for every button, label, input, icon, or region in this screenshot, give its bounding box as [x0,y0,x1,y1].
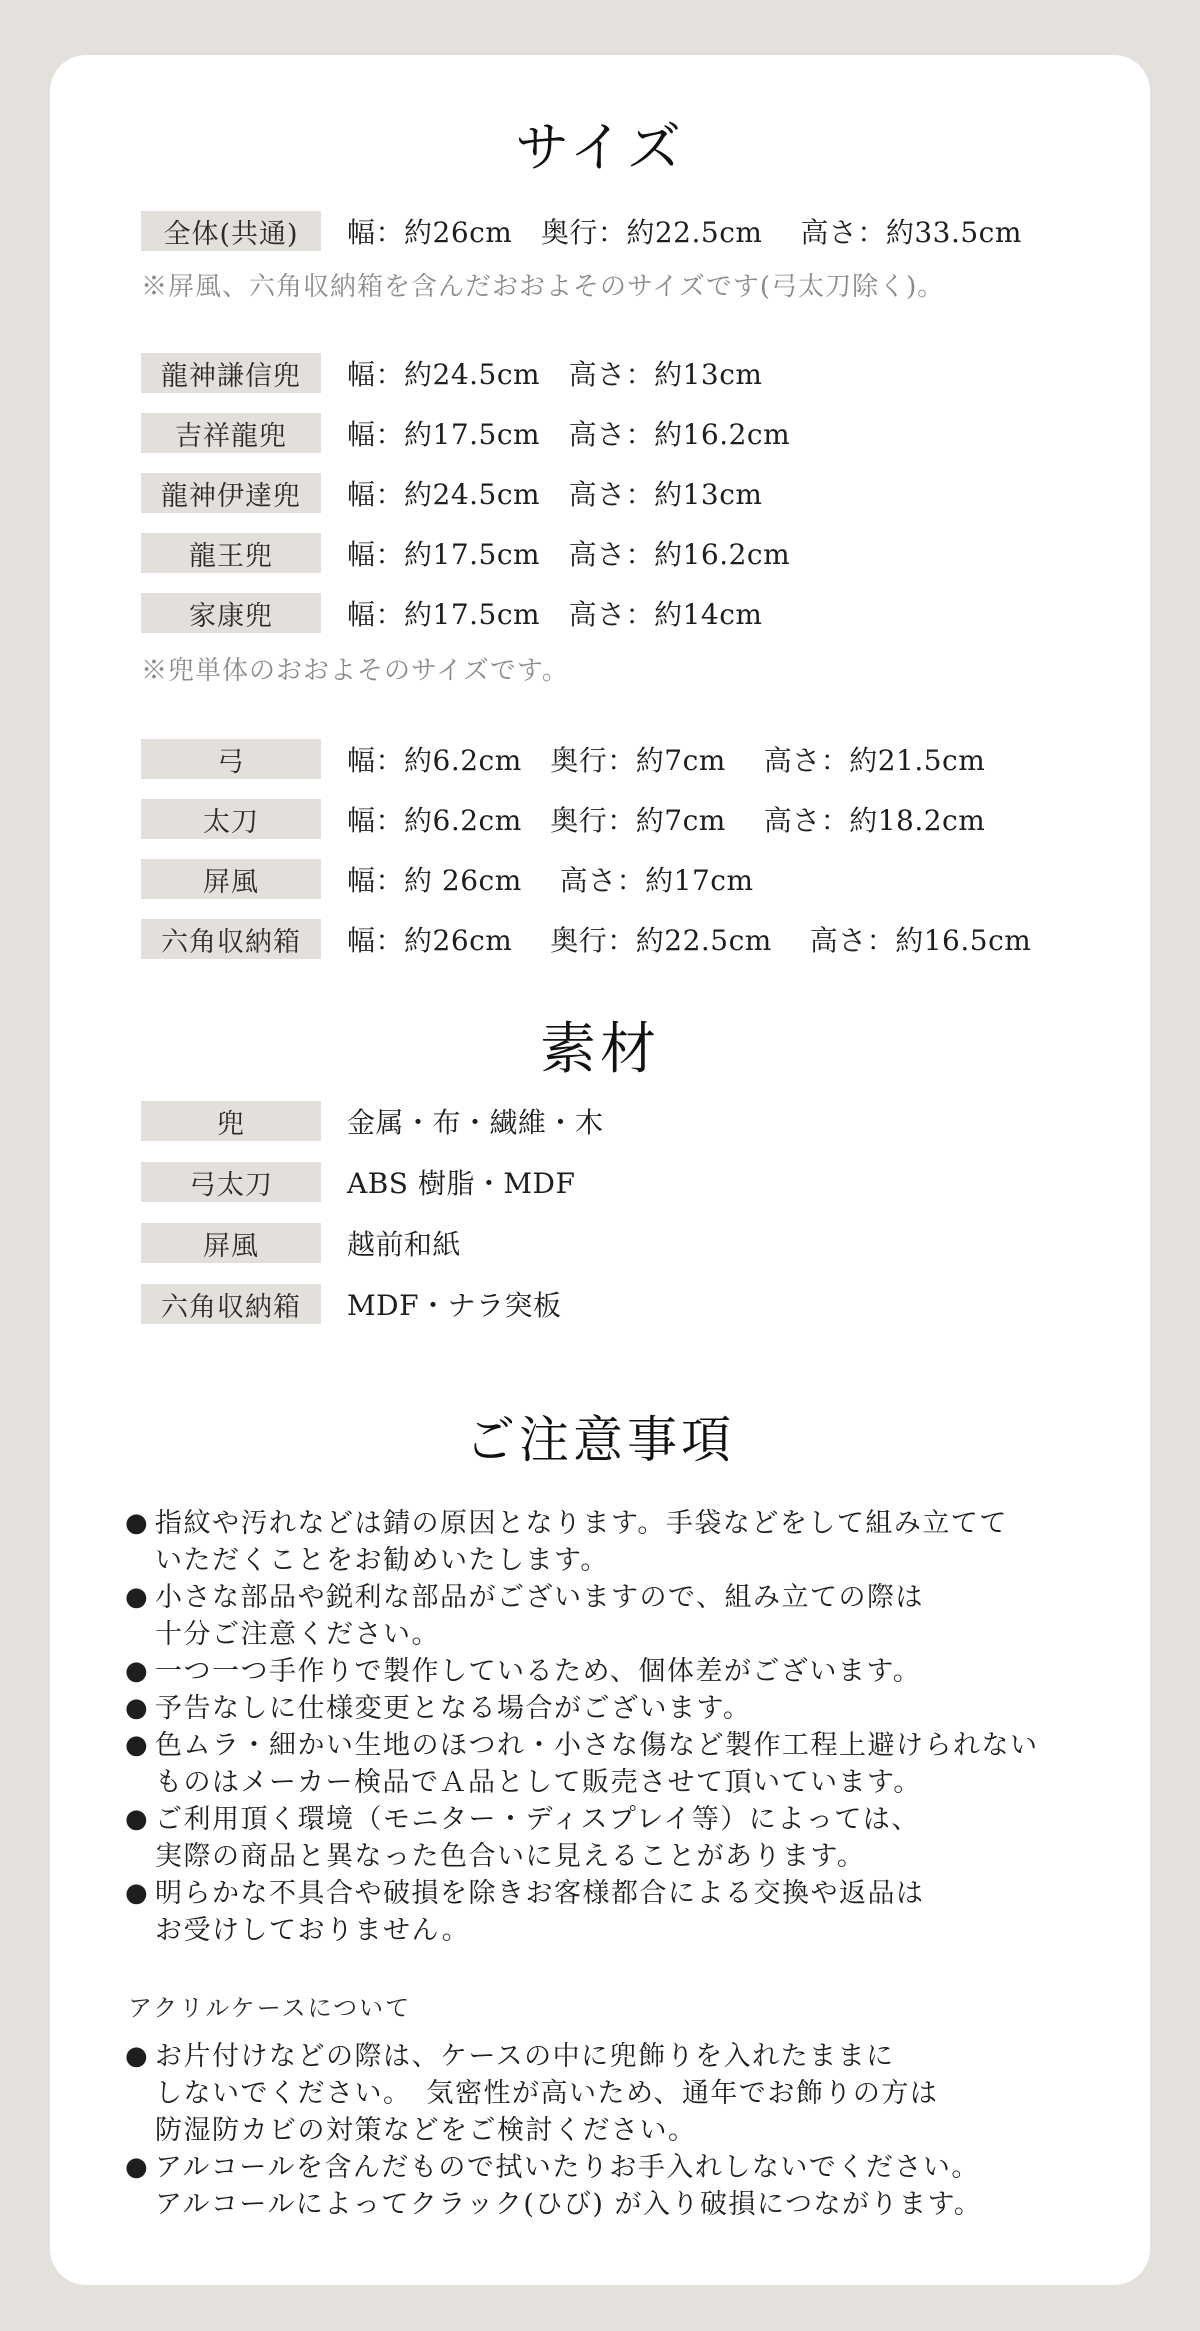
caution-item [125,1727,1125,1801]
caution-line: 予告なしに仕様変更となる場合がございます。 [155,1693,752,1724]
caution-line: 指紋や汚れなどは錆の原因となります。手袋などをして組み立てて [155,1508,1008,1539]
caution-line: アルコールによってクラック(ひび) が入り破損につながります。 [155,2189,983,2220]
bullet-icon: ● [125,1508,150,1538]
caution-line: お片付けなどの際は、ケースの中に兜飾りを入れたままに [155,2041,895,2072]
size-row-accessory [141,858,754,900]
bullet-icon: ● [125,1582,150,1612]
product-info-card [50,55,1150,2285]
material-label: 六角収納箱 [141,1284,321,1324]
caution-item [125,2149,1125,2223]
material-label: 弓太刀 [141,1162,321,1202]
caution-item [125,1579,1125,1653]
size-row-helmet [141,472,762,514]
caution-line: ものはメーカー検品でＡ品として販売させて頂いています。 [155,1767,922,1798]
caution-line: 防湿防カビの対策などをご検討ください。 [155,2115,697,2146]
size-label: 龍神伊達兜 [141,473,321,513]
size-row-helmet [141,352,762,394]
caution-item [125,1690,1125,1727]
caution-line: いただくことをお勧めいたします。 [155,1545,609,1576]
size-section-title: サイズ [515,116,685,179]
caution-item [125,1875,1125,1949]
acrylic-caution-list [125,2038,1125,2223]
size-label: 弓 [141,739,321,779]
material-value: 越前和紙 [347,1228,462,1261]
caution-line: 一つ一つ手作りで製作しているため、個体差がございます。 [155,1656,922,1687]
caution-line: ご利用頂く環境（モニター・ディスプレイ等）によっては、 [155,1804,920,1835]
size-label: 六角収納箱 [141,919,321,959]
bullet-icon: ● [125,1656,150,1686]
size-value: 幅：約24.5cm 高さ：約13cm [347,478,763,511]
size-label: 家康兜 [141,593,321,633]
material-row [141,1283,562,1325]
bullet-icon: ● [125,2152,150,2182]
size-overall-note: ※屏風、六角収納箱を含んだおおよそのサイズです(弓太刀除く)。 [141,272,945,302]
bullet-icon: ● [125,1878,150,1908]
caution-line: 色ムラ・細かい生地のほつれ・小さな傷など製作工程上避けられない [155,1730,1039,1761]
material-label: 兜 [141,1101,321,1141]
caution-item [125,1505,1125,1579]
caution-item [125,2038,1125,2149]
caution-line: 十分ご注意ください。 [155,1619,440,1650]
caution-line: しないでください。 気密性が高いため、通年でお飾りの方は [155,2078,939,2109]
caution-item [125,1653,1125,1690]
caution-line: 実際の商品と異なった色合いに見えることがあります。 [155,1841,866,1872]
caution-line: 小さな部品や鋭利な部品がございますので、組み立ての際は [155,1582,924,1613]
size-label: 龍王兜 [141,533,321,573]
size-value: 幅：約24.5cm 高さ：約13cm [347,358,763,391]
material-value: 金属・布・繊維・木 [347,1106,604,1139]
material-row [141,1100,604,1142]
size-label: 吉祥龍兜 [141,413,321,453]
bullet-icon: ● [125,1730,150,1760]
size-row-helmet [141,532,790,574]
material-label: 屏風 [141,1223,321,1263]
size-value: 幅：約 26cm 高さ：約17cm [347,864,754,897]
acrylic-case-heading: アクリルケースについて [128,1994,412,2022]
size-value: 幅：約26cm 奥行：約22.5cm 高さ：約33.5cm [347,216,1022,249]
caution-item [125,1801,1125,1875]
material-value: MDF・ナラ突板 [347,1289,562,1322]
material-section-title: 素材 [540,1017,660,1082]
size-value: 幅：約17.5cm 高さ：約16.2cm [347,538,791,571]
size-helmets-note: ※兜単体のおおよそのサイズです。 [141,656,569,686]
size-row-accessory [141,738,985,780]
size-value: 幅：約6.2cm 奥行：約7cm 高さ：約21.5cm [347,744,986,777]
size-value: 幅：約26cm 奥行：約22.5cm 高さ：約16.5cm [347,924,1032,957]
size-label: 屏風 [141,859,321,899]
size-label: 全体(共通) [141,211,321,251]
size-row-helmet [141,592,762,634]
size-row-accessory [141,918,1031,960]
caution-line: 明らかな不具合や破損を除きお客様都合による交換や返品は [155,1878,925,1909]
bullet-icon: ● [125,1693,150,1723]
size-row-helmet [141,412,790,454]
bullet-icon: ● [125,1804,150,1834]
size-value: 幅：約6.2cm 奥行：約7cm 高さ：約18.2cm [347,804,986,837]
size-row-overall [141,210,1022,252]
size-row-accessory [141,798,985,840]
size-label: 龍神謙信兜 [141,353,321,393]
caution-line: アルコールを含んだもので拭いたりお手入れしないでください。 [155,2152,980,2183]
size-label: 太刀 [141,799,321,839]
caution-list [125,1505,1125,1949]
material-value: ABS 樹脂・MDF [347,1167,576,1200]
material-row [141,1222,461,1264]
size-value: 幅：約17.5cm 高さ：約14cm [347,598,763,631]
bullet-icon: ● [125,2041,150,2071]
material-row [141,1161,575,1203]
size-value: 幅：約17.5cm 高さ：約16.2cm [347,418,791,451]
caution-line: お受けしておりません。 [155,1915,471,1946]
caution-section-title: ご注意事項 [465,1411,735,1469]
